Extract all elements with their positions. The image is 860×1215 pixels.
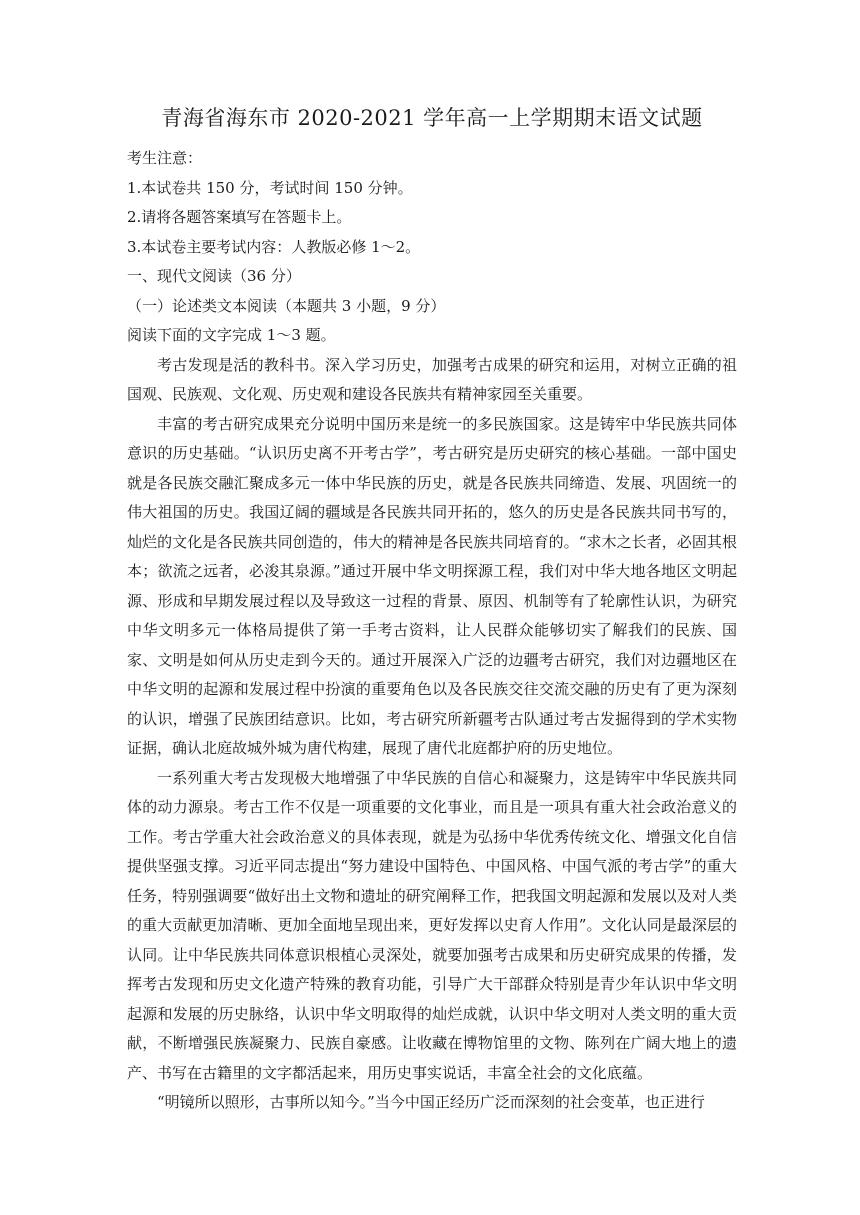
body-paragraph: 一系列重大考古发现极大地增强了中华民族的自信心和凝聚力，这是铸牢中华民族共同体的动力源泉。考古工作不仅是一项重要的文化事业，而且是一项具有重大社会政治意义的工作。考古学重大社会政治意义的具体表现，就是为弘扬中华优秀传统文化、增强文化自信提供坚强支撑。习近平同志提出“努力建设中国特色、中国风格、中国气派的考古学”的重大任务，特别强调要“做好出土文物和遗址的研究阐释工作，把我国文明起源和发展以及对人类的重大贡献更加清晰、更加全面地呈现出来，更好发挥以史育人作用”。文化认同是最深层的认同。让中华民族共同体意识根植心灵深处，就要加强考古成果和历史研究成果的传播，发挥考古发现和历史文化遗产特殊的教育功能，引导广大干部群众特别是青少年认识中华文明起源和发展的历史脉络，认识中华文明取得的灿烂成就，认识中华文明对人类文明的重大贡献，不断增强民族凝聚力、民族自豪感。让收藏在博物馆里的文物、陈列在广阔大地上的遗产、书写在古籍里的文字都活起来，用历史事实说话，丰富全社会的文化底蕴。	[127, 768, 737, 1082]
notice-item: 2.请将各题答案填写在答题卡上。	[127, 208, 352, 226]
section-heading: 一、现代文阅读（36 分）	[127, 267, 301, 285]
subsection-heading: （一）论述类文本阅读（本题共 3 小题，9 分）	[127, 296, 446, 315]
notice-heading: 考生注意：	[127, 149, 203, 167]
document-title: 青海省海东市 2020-2021 学年高一上学期期末语文试题	[161, 106, 703, 130]
body-paragraph: 丰富的考古研究成果充分说明中国历来是统一的多民族国家。这是铸牢中华民族共同体意识的历史基础。“认识历史离不开考古学”，考古研究是历史研究的核心基础。一部中国史就是各民族交融汇聚成多元一体中华民族的历史，就是各民族共同缔造、发展、巩固统一的伟大祖国的历史。我国辽阔的疆域是各民族共同开拓的，悠久的历史是各民族共同书写的，灿烂的文化是各民族共同创造的，伟大的精神是各民族共同培育的。“求木之长者，必固其根本；欲流之远者，必浚其泉源。”通过开展中华文明探源工程，我们对中华大地各地区文明起源、形成和早期发展过程以及导致这一过程的背景、原因、机制等有了轮廓性认识，为研究中华文明多元一体格局提供了第一手考古资料，让人民群众能够切实了解我们的民族、国家、文明是如何从历史走到今天的。通过开展深入广泛的边疆考古研究，我们对边疆地区在中华文明的起源和发展过程中扮演的重要角色以及各民族交往交流交融的历史有了更为深刻的认识，增强了民族团结意识。比如，考古研究所新疆考古队通过考古发掘得到的学术实物证据，确认北庭故城外城为唐代构建，展现了唐代北庭都护府的历史地位。	[127, 414, 737, 757]
reading-instruction: 阅读下面的文字完成 1～3 题。	[127, 326, 336, 344]
notice-item: 3.本试卷主要考试内容：人教版必修 1～2。	[127, 237, 421, 256]
exam-page	[127, 100, 737, 1118]
body-paragraph: “明镜所以照形，古事所以知今。”当今中国正经历广泛而深刻的社会变革，也正进行	[157, 1093, 705, 1111]
notice-item: 1.本试卷共 150 分，考试时间 150 分钟。	[127, 178, 413, 197]
body-paragraph: 考古发现是活的教科书。深入学习历史，加强考古成果的研究和运用，对树立正确的祖国观、民族观、文化观、历史观和建设各民族共有精神家园至关重要。	[127, 355, 737, 403]
